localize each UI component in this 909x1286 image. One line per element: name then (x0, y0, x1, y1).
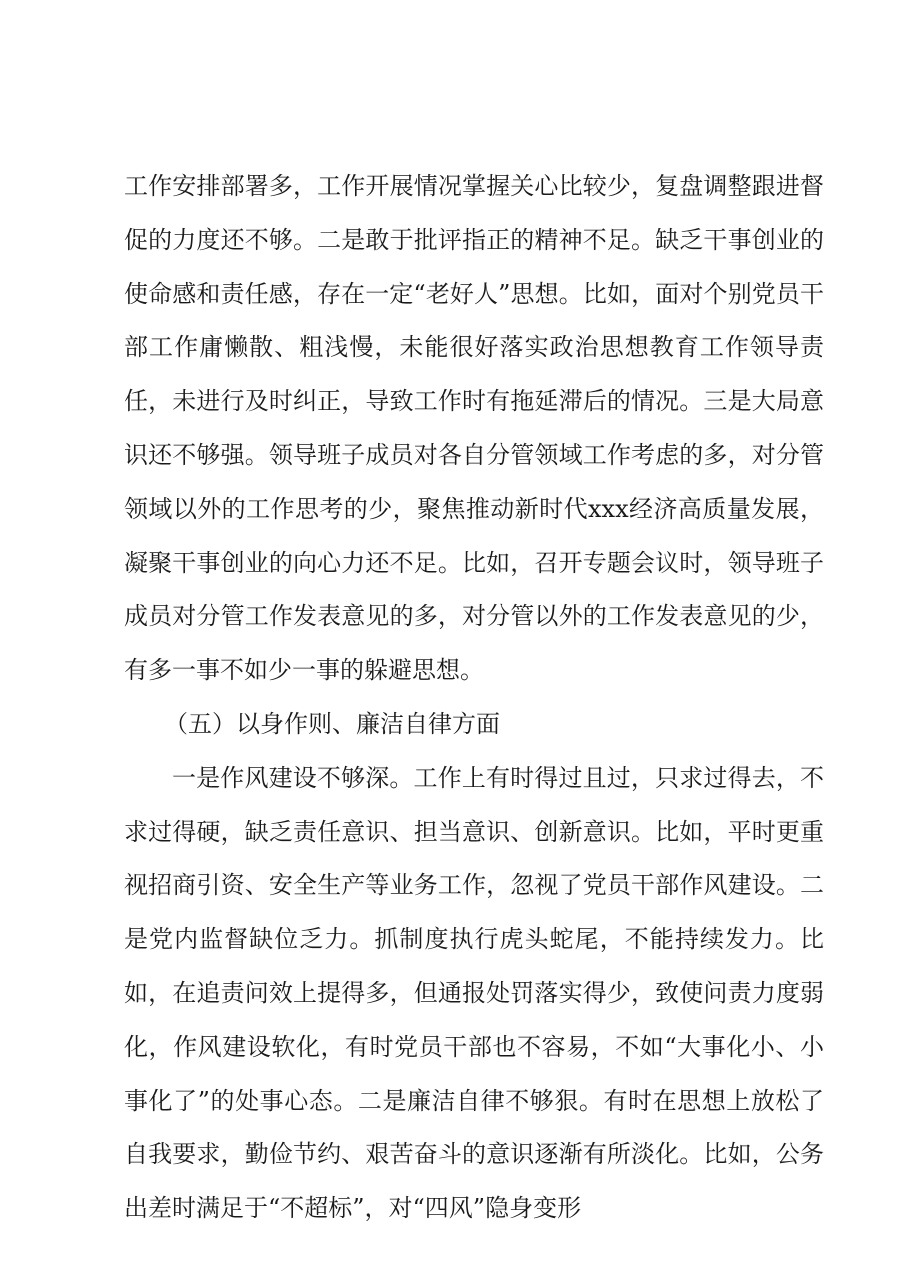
section-heading: （五）以身作则、廉洁自律方面 (164, 709, 500, 738)
document-body (124, 160, 824, 1236)
body-paragraph-continued: 工作安排部署多，工作开展情况掌握关心比较少，复盘调整跟进督促的力度还不够。二是敢于批评指正的精神不足。缺乏干事创业的使命感和责任感，存在一定“老好人”思想。比如，面对个别党员干部工作庸懒散、粗浅慢，未能很好落实政治思想教育工作领导责任，未进行及时纠正，导致工作时有拖延滞后的情况。三是大局意识还不够强。领导班子成员对各自分管领域工作考虑的多，对分管领域以外的工作思考的少，聚焦推动新时代xxx经济高质量发展，凝聚干事创业的向心力还不足。比如，召开专题会议时，领导班子成员对分管工作发表意见的多，对分管以外的工作发表意见的少，有多一事不如少一事的躲避思想。 (124, 172, 824, 685)
body-paragraph: 一是作风建设不够深。工作上有时得过且过，只求过得去，不求过得硬，缺乏责任意识、担当意识、创新意识。比如，平时更重视招商引资、安全生产等业务工作，忽视了党员干部作风建设。二是党内监督缺位乏力。抓制度执行虎头蛇尾，不能持续发力。比如，在追责问效上提得多，但通报处罚落实得少，致使问责力度弱化，作风建设软化，有时党员干部也不容易，不如“大事化小、小事化了”的处事心态。二是廉洁自律不够狠。有时在思想上放松了自我要求，勤俭节约、艰苦奋斗的意识逐渐有所淡化。比如，公务出差时满足于“不超标”，对“四风”隐身变形 (124, 763, 824, 1223)
